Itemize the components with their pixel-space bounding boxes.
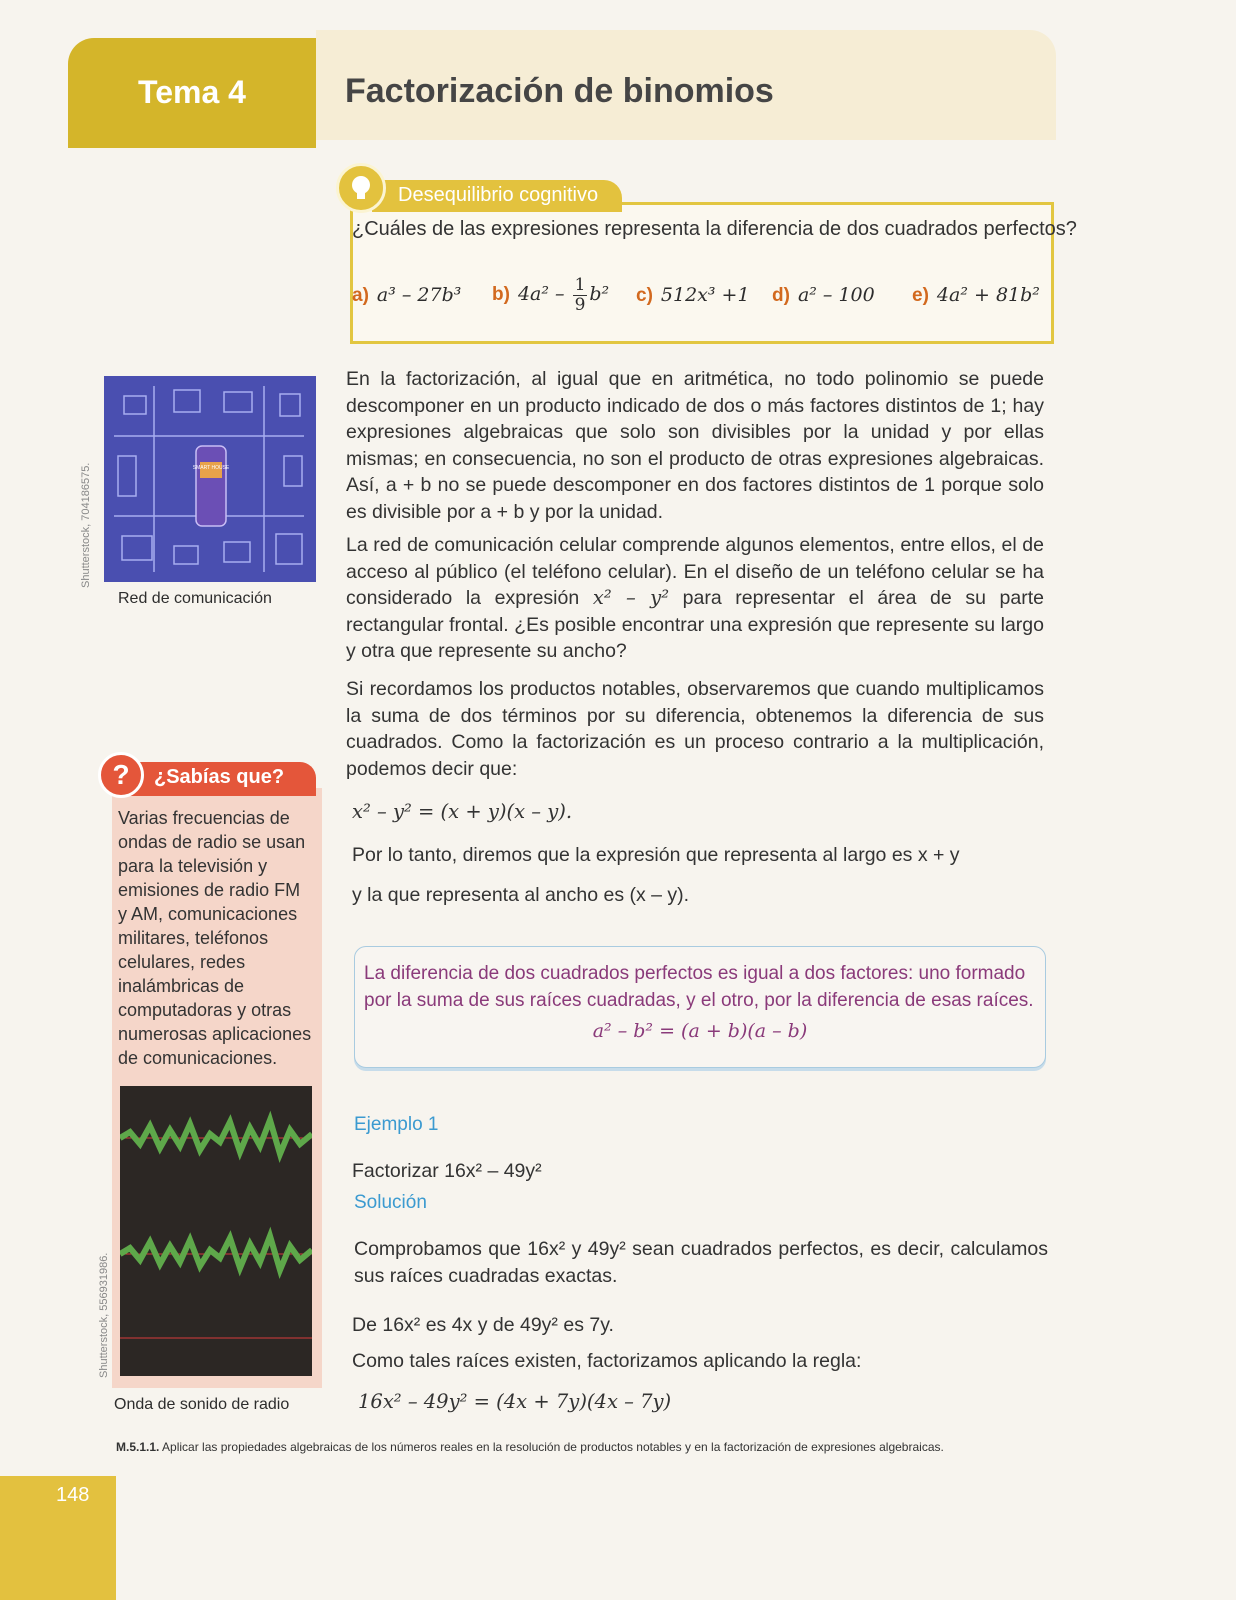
option-letter: a)	[352, 285, 369, 306]
paragraph-3: Si recordamos los productos notables, observaremos que cuando multiplicamos la suma de dos términos por su diferencia, obtenemos la diferencia de sus cuadrados. Como la factorización es un proceso contrario a la multiplicación, podemos decir que:	[346, 678, 1044, 780]
option-expr: a³ – 27b³	[376, 284, 462, 306]
standard-code: M.5.1.1.	[116, 1440, 160, 1454]
largo-line: Por lo tanto, diremos que la expresión que representa al largo es x + y	[352, 844, 960, 866]
paragraph-2-expr: x² – y²	[592, 586, 670, 609]
option-letter: c)	[636, 285, 653, 306]
solution-result: 16x² – 49y² = (4x + 7y)(4x – 7y)	[358, 1390, 672, 1413]
paragraph-2-a: La red de comunicación celular comprende algunos elementos, entre ellos, el de acceso al público (el teléfono celular). En el diseño de un teléfono celular se ha considerado la expresión	[346, 534, 1044, 609]
desequilibrio-label: Desequilibrio cognitivo	[398, 184, 599, 206]
example-heading: Ejemplo 1	[354, 1114, 439, 1135]
option-c	[636, 284, 750, 307]
standard-text: Aplicar las propiedades algebraicas de los números reales en la resolución de productos notables y en la factorización de expresiones algebraicas.	[162, 1440, 944, 1454]
paragraph-1: En la factorización, al igual que en aritmética, no todo polinomio se puede descomponer en un producto indicado de dos o más factores distintos de 1; hay expresiones algebraicas que solo son divisibles por la unidad y por ellas mismas; en consecuencia, no son el producto de otras expresiones algebraicas. Así, a + b no se puede descomponer en dos factores distintos de 1 porque solo es divisible por a + b y por la unidad.	[346, 368, 1044, 523]
image-caption: Red de comunicación	[118, 590, 272, 607]
option-letter: e)	[912, 285, 929, 306]
rule-text: La diferencia de dos cuadrados perfectos es igual a dos factores: uno formado por la suma de sus raíces cuadradas, y el otro, por la diferencia de esas raíces.	[364, 963, 1034, 1011]
waveform-illustration	[120, 1086, 312, 1376]
curriculum-standard	[116, 1440, 1016, 1454]
option-e	[912, 284, 1040, 307]
rule-formula: a² – b² = (a + b)(a – b)	[592, 1020, 808, 1042]
option-b	[492, 276, 609, 314]
paragraph-2	[346, 532, 1044, 665]
option-d	[772, 284, 875, 307]
option-letter: d)	[772, 285, 790, 306]
option-expr-post: b²	[589, 283, 610, 306]
image-credit: Shutterstock, 704186575.	[80, 462, 92, 588]
lightbulb-glyph	[339, 166, 383, 210]
ancho-line: y la que representa al ancho es (x – y).	[352, 884, 690, 906]
option-letter: b)	[492, 284, 510, 306]
option-expr-pre: 4a² –	[517, 283, 565, 306]
question-mark-icon: ?	[98, 752, 144, 798]
option-expr: a² – 100	[797, 284, 875, 306]
page-title: Factorización de binomios	[345, 72, 774, 110]
sabias-title: ¿Sabías que?	[154, 766, 285, 788]
smart-house-sign: SMART HOUSE	[192, 465, 230, 471]
image-caption: Onda de sonido de radio	[114, 1396, 290, 1413]
radio-wave-image	[120, 1086, 312, 1376]
fraction-numerator: 1	[574, 275, 586, 295]
paragraph-2-b: para representar el área de su parte rectangular frontal. ¿Es posible encontrar una expresión que represente su largo y otra que represente su ancho?	[346, 587, 1045, 662]
solution-step-2: De 16x² es 4x y de 49y² es 7y.	[352, 1314, 614, 1336]
image-credit: Shutterstock, 556931986.	[98, 1252, 110, 1378]
option-a	[352, 284, 461, 307]
factorizar-line: Factorizar 16x² – 49y²	[352, 1160, 542, 1182]
fraction-denominator: 9	[574, 294, 586, 315]
option-expr: 512x³ +1	[660, 284, 750, 306]
solution-step-1: Comprobamos que 16x² y 49y² sean cuadrados perfectos, es decir, calculamos sus raíces cuadradas exactas.	[354, 1238, 1048, 1287]
page-number: 148	[56, 1484, 90, 1506]
smart-house-image	[104, 376, 316, 582]
solution-heading: Solución	[354, 1192, 427, 1213]
desequilibrio-question: ¿Cuáles de las expresiones representa la diferencia de dos cuadrados perfectos?	[352, 218, 1077, 240]
lightbulb-icon	[336, 163, 386, 213]
sabias-body: Varias frecuencias de ondas de radio se usan para la televisión y emisiones de radio FM y AM, comunicaciones militares, teléfonos celulares, redes inalámbricas de computadoras y otras numerosas aplicaciones de comunicaciones.	[118, 808, 312, 1068]
tema-label: Tema 4	[138, 74, 246, 110]
smart-house-illustration	[104, 376, 316, 582]
fraction	[573, 276, 588, 314]
identity-formula: x² – y² = (x + y)(x – y).	[352, 800, 573, 823]
solution-step-3: Como tales raíces existen, factorizamos aplicando la regla:	[352, 1350, 862, 1372]
option-expr: 4a² + 81b²	[936, 284, 1040, 306]
